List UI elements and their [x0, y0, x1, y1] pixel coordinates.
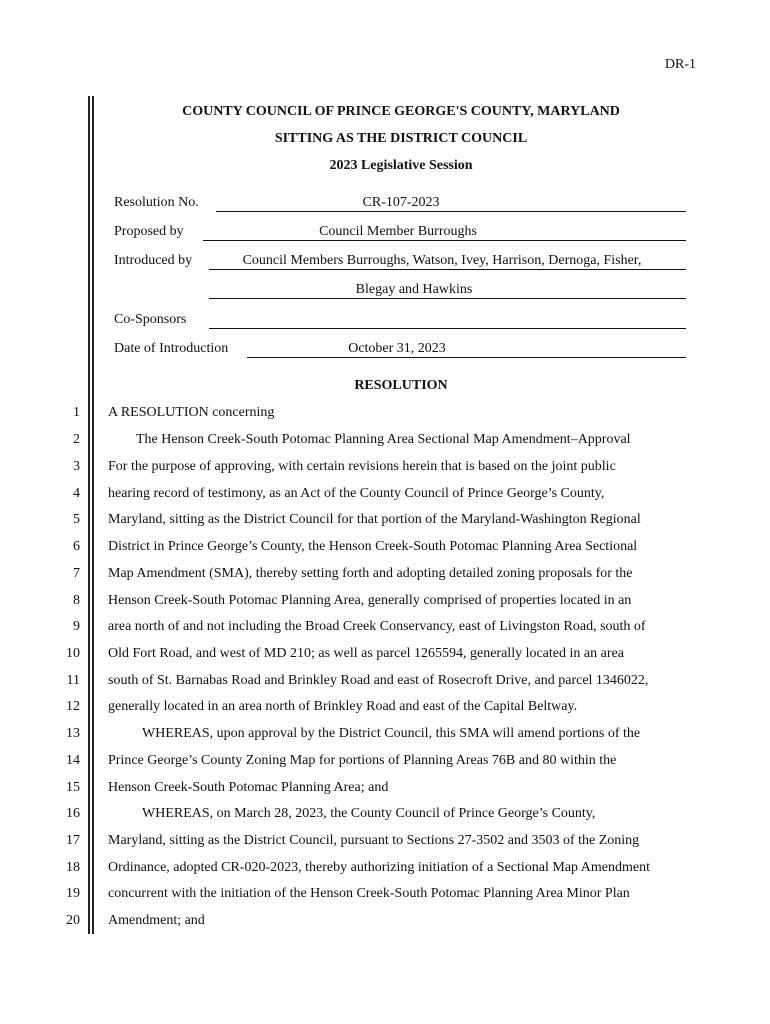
line-number: 17 [66, 833, 80, 848]
line-number: 15 [66, 780, 80, 795]
line-number: 11 [66, 673, 80, 688]
proposed-by-value: Council Member Burroughs [319, 224, 477, 239]
line-number: 1 [73, 405, 80, 420]
council-heading: COUNTY COUNCIL OF PRINCE GEORGE'S COUNTY, MARYLAND [182, 104, 620, 119]
introduced-by-value-line1: Council Members Burroughs, Watson, Ivey, Harrison, Dernoga, Fisher, [242, 253, 642, 268]
body-line: For the purpose of approving, with certain revisions herein that is based on the joint public [108, 459, 616, 474]
line-number: 19 [66, 886, 80, 901]
proposed-by-label: Proposed by [114, 224, 184, 239]
co-sponsors-label: Co-Sponsors [114, 312, 187, 327]
body-line: generally located in an area north of Brinkley Road and east of the Capital Beltway. [108, 699, 578, 714]
resolution-no-underline [216, 211, 686, 212]
line-number: 14 [66, 753, 80, 768]
line-number: 3 [73, 459, 80, 474]
line-number: 4 [73, 486, 80, 501]
proposed-by-underline [203, 240, 686, 241]
margin-bar [88, 96, 90, 934]
body-line: District in Prince George’s County, the Henson Creek-South Potomac Planning Area Sectional [108, 539, 638, 554]
line-number: 12 [66, 699, 80, 714]
body-line: Old Fort Road, and west of MD 210; as well as parcel 1265594, generally located in an area [108, 646, 624, 661]
session-heading: 2023 Legislative Session [329, 158, 473, 173]
body-line: Prince George’s County Zoning Map for portions of Planning Areas 76B and 80 within the [108, 753, 617, 768]
line-number: 2 [73, 432, 80, 447]
document-code: DR-1 [664, 57, 696, 72]
body-line: A RESOLUTION concerning [108, 405, 275, 420]
body-line: Map Amendment (SMA), thereby setting forth and adopting detailed zoning proposals for the [108, 566, 633, 581]
body-line: Henson Creek-South Potomac Planning Area, generally comprised of properties located in an [108, 593, 632, 608]
line-number: 18 [66, 860, 80, 875]
body-line: WHEREAS, on March 28, 2023, the County Council of Prince George’s County, [142, 806, 596, 821]
line-number: 9 [73, 619, 80, 634]
margin-bar [92, 96, 94, 934]
body-line: The Henson Creek-South Potomac Planning Area Sectional Map Amendment–Approval [136, 432, 631, 447]
body-line: south of St. Barnabas Road and Brinkley Road and east of Rosecroft Drive, and parcel 1346022, [108, 673, 649, 688]
body-line: Amendment; and [108, 913, 205, 928]
introduced-by-value-line2: Blegay and Hawkins [355, 282, 473, 297]
line-number: 6 [73, 539, 80, 554]
body-line: area north of and not including the Broad Creek Conservancy, east of Livingston Road, south of [108, 619, 646, 634]
body-line: concurrent with the initiation of the Henson Creek-South Potomac Planning Area Minor Plan [108, 886, 630, 901]
date-of-introduction-value: October 31, 2023 [348, 341, 446, 356]
resolution-title: RESOLUTION [354, 378, 448, 393]
introduced-by-label: Introduced by [114, 253, 193, 268]
body-line: hearing record of testimony, as an Act of the County Council of Prince George’s County, [108, 486, 605, 501]
body-line: Ordinance, adopted CR-020-2023, thereby authorizing initiation of a Sectional Map Amendment [108, 860, 650, 875]
line-number: 13 [66, 726, 80, 741]
introduced-by-underline [209, 269, 686, 270]
introduced-by-underline-2 [209, 298, 686, 299]
line-number: 20 [66, 913, 80, 928]
line-number: 5 [73, 512, 80, 527]
date-of-introduction-label: Date of Introduction [114, 341, 229, 356]
resolution-no-label: Resolution No. [114, 195, 199, 210]
date-of-introduction-underline [247, 357, 686, 358]
district-council-heading: SITTING AS THE DISTRICT COUNCIL [274, 131, 528, 146]
body-line: WHEREAS, upon approval by the District Council, this SMA will amend portions of the [142, 726, 641, 741]
body-line: Henson Creek-South Potomac Planning Area; and [108, 780, 389, 795]
line-number: 10 [66, 646, 80, 661]
co-sponsors-underline [209, 328, 686, 329]
line-number: 16 [66, 806, 80, 821]
body-line: Maryland, sitting as the District Council, pursuant to Sections 27-3502 and 3503 of the Zoning [108, 833, 640, 848]
body-line: Maryland, sitting as the District Council for that portion of the Maryland-Washington Regional [108, 512, 641, 527]
resolution-no-value: CR-107-2023 [362, 195, 440, 210]
line-number: 8 [73, 593, 80, 608]
line-number: 7 [73, 566, 80, 581]
